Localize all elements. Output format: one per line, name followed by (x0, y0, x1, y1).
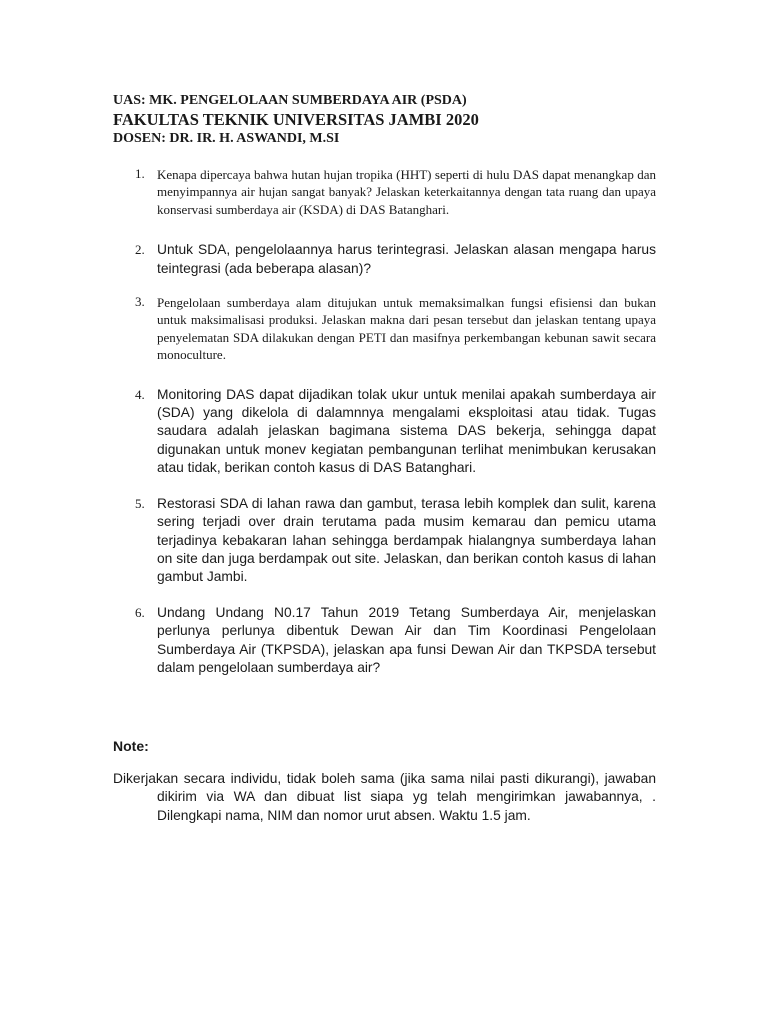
question-item (128, 495, 656, 587)
question-item (128, 604, 656, 678)
question-text: Monitoring DAS dapat dijadikan tolak ukur untuk menilai apakah sumberdaya air (SDA) yang dikelola di dalamnnya mengalami eksploitasi atau tidak. Tugas saudara adalah jelaskan bagimana sistema DAS bekerja, sehingga dapat digunakan untuk monev kegiatan pembangunan terlihat menimbukan kerusakan atau tidak, berikan contoh kasus di DAS Batanghari. (157, 386, 656, 476)
exam-header (113, 92, 673, 148)
question-item (128, 241, 656, 278)
question-number: 3. (135, 294, 145, 310)
question-item (128, 166, 656, 218)
lecturer-line: DOSEN: DR. IR. H. ASWANDI, M.SI (113, 131, 340, 146)
question-number: 2. (135, 242, 145, 258)
question-number: 5. (135, 495, 145, 511)
question-text: Undang Undang N0.17 Tahun 2019 Tetang Sumberdaya Air, menjelaskan perlunya perlunya dibentuk Dewan Air dan Tim Koordinasi Pengelolaan Sumberdaya Air (TKPSDA), jelaskan apa funsi Dewan Air dan TKPSDA tersebut dalam pengelolaan sumberdaya air? (157, 604, 656, 675)
question-item (128, 294, 656, 364)
question-text: Pengelolaan sumberdaya alam ditujukan untuk memaksimalkan fungsi efisiensi dan bukan untuk maksimalisasi produksi. Jelaskan makna dari pesan tersebut dan jelaskan tentang upaya penyelematan SDA dilakukan dengan PETI dan masifnya perkembangan kebunan sawit secara monoculture. (157, 295, 656, 363)
question-text: Restorasi SDA di lahan rawa dan gambut, terasa lebih komplek dan sulit, karena sering terjadi over drain terutama pada musim kemarau dan pemicu utama terjadinya kebakaran lahan sehingga berdampak hialangnya sumberdaya lahan on site dan juga berdampak out site. Jelaskan, dan berikan contoh kasus di lahan gambut Jambi. (157, 495, 656, 585)
question-number: 4. (135, 386, 145, 402)
note-body: Dikerjakan secara individu, tidak boleh sama (jika sama nilai pasti dikurangi), jawaban dikirim via WA dan dibuat list siapa yg telah mengirimkan jawabannya, . Dilengkapi nama, NIM dan nomor urut absen. Waktu 1.5 jam. (113, 771, 656, 823)
question-text: Kenapa dipercaya bahwa hutan hujan tropika (HHT) seperti di hulu DAS dapat menangkap dan menyimpannya air hujan sangat banyak? Jelaskan keterkaitannya dengan tata ruang dan upaya konservasi sumberdaya air (KSDA) di DAS Batanghari. (157, 167, 656, 217)
question-number: 6. (135, 604, 145, 620)
exam-title: UAS: MK. PENGELOLAAN SUMBERDAYA AIR (PSDA) (113, 93, 467, 108)
question-list (128, 166, 656, 677)
question-item (128, 386, 656, 478)
note-heading: Note: (113, 738, 149, 754)
question-text: Untuk SDA, pengelolaannya harus terintegrasi. Jelaskan alasan mengapa harus teintegrasi (ada beberapa alasan)? (157, 242, 656, 276)
question-number: 1. (135, 166, 145, 181)
faculty-title: FAKULTAS TEKNIK UNIVERSITAS JAMBI 2020 (113, 110, 479, 129)
